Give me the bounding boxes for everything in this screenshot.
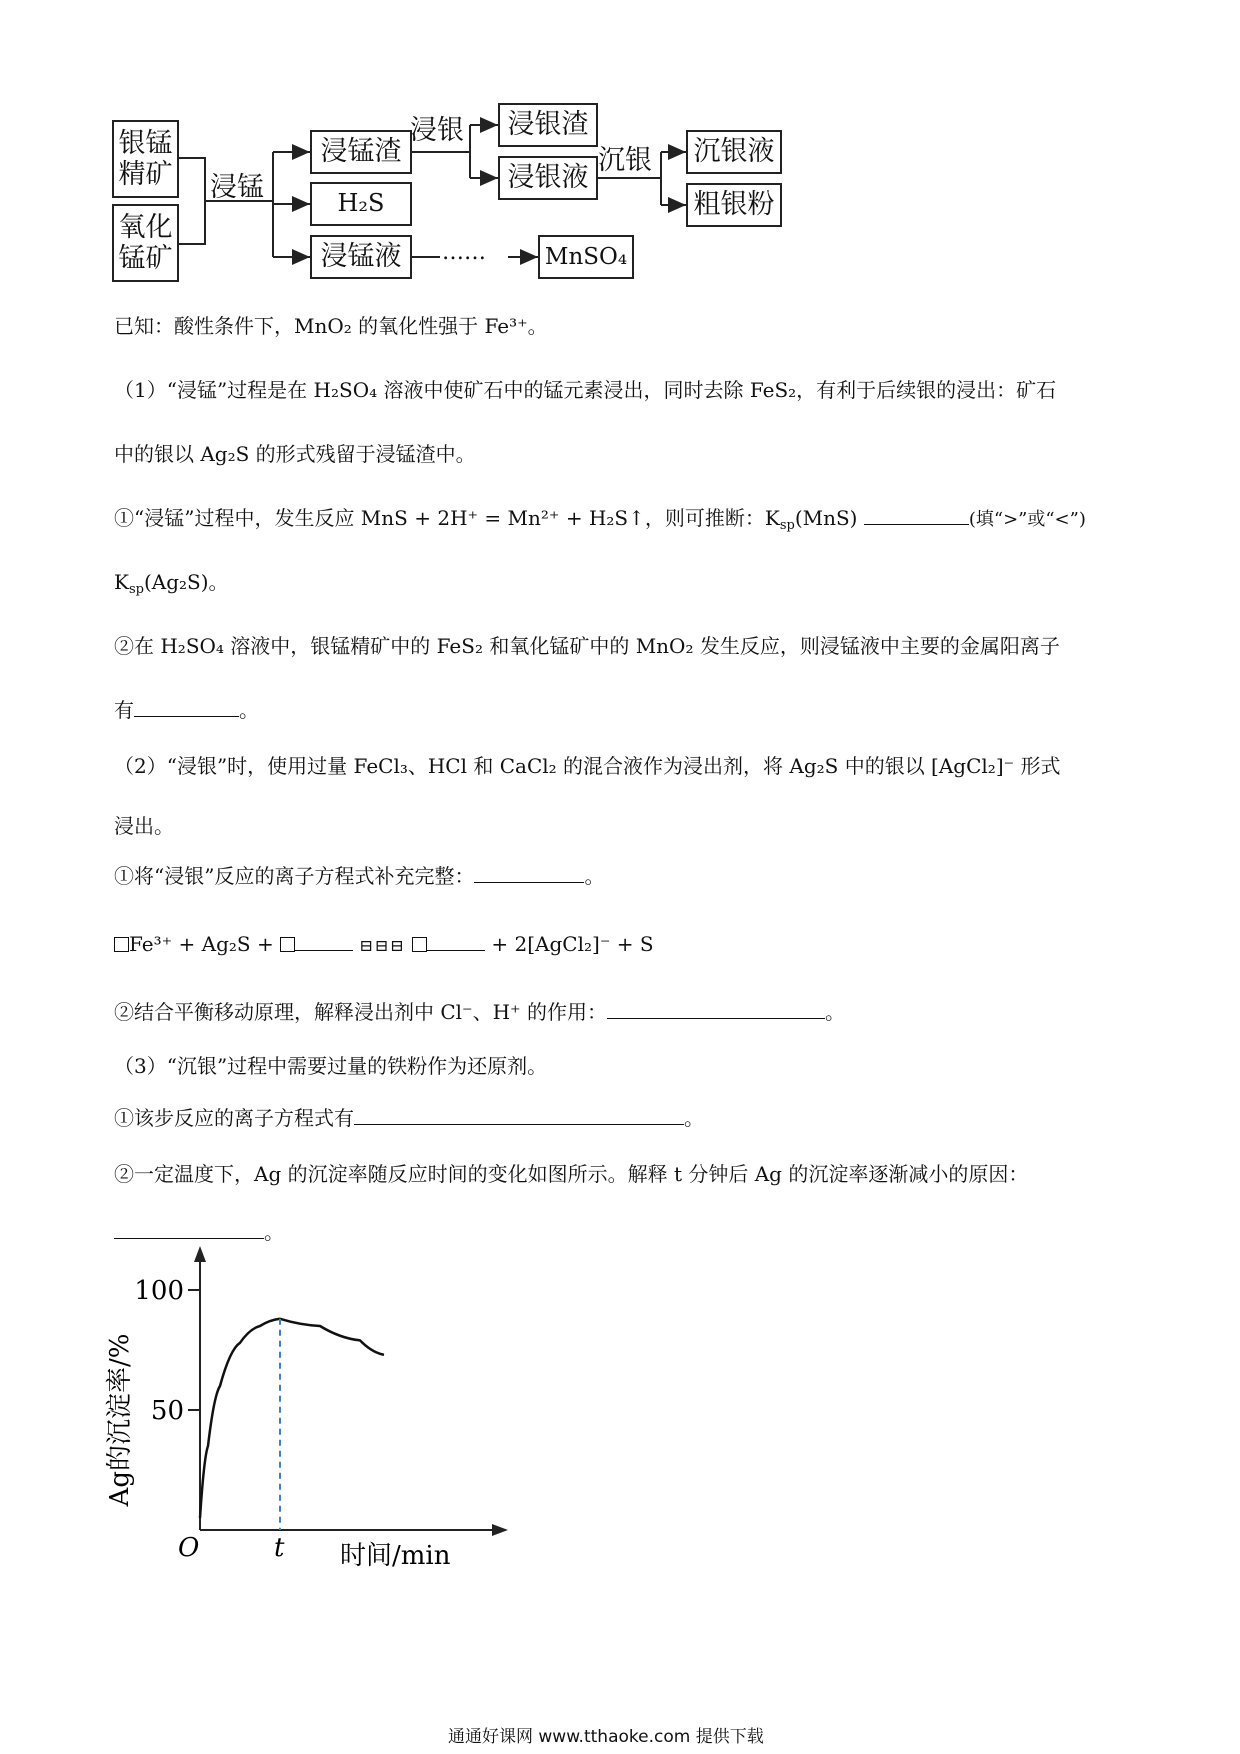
h2s-box: H₂S — [310, 182, 412, 226]
y-tick-label: 100 — [134, 1276, 184, 1306]
q1-2-you: 有 — [114, 698, 134, 722]
q1-1-cont — [114, 566, 229, 597]
q2-1-blank[interactable] — [474, 862, 584, 883]
q1-1-blank[interactable] — [864, 504, 969, 525]
eq-arrow-garbled: ⊟⊟⊟ — [359, 936, 406, 955]
eq-part-a: Fe³⁺ + Ag₂S + — [129, 932, 274, 956]
ksp-sub-2: sp — [128, 582, 144, 597]
x-axis-label: 时间/min — [340, 1541, 451, 1570]
q3-2-blank[interactable] — [114, 1218, 264, 1239]
coef-box-2[interactable] — [280, 937, 295, 952]
y-axis-arrow — [194, 1246, 206, 1262]
known-condition: 已知：酸性条件下，MnO₂ 的氧化性强于 Fe³⁺。 — [114, 314, 548, 338]
q1-1-ag2s: (Ag₂S)。 — [143, 570, 229, 594]
q2-line2: 浸出。 — [114, 814, 174, 838]
q1-1-text: ①“浸锰”过程中，发生反应 MnS + 2H⁺ = Mn²⁺ + H₂S↑，则可推断：K — [114, 506, 780, 530]
q2-1 — [114, 860, 604, 889]
step-leach-mn-label: 浸锰 — [210, 172, 264, 203]
ore2-box: 氧化 锰矿 — [112, 204, 179, 282]
q3-1-text: ①该步反应的离子方程式有 — [114, 1106, 354, 1130]
precip-liquid-box: 沉银液 — [686, 130, 782, 174]
q1-2-end: 。 — [239, 698, 259, 722]
ag-leachate-box: 浸银液 — [498, 156, 598, 200]
eq-part-b: + 2[AgCl₂]⁻ + S — [491, 932, 654, 956]
coef-box-1[interactable] — [114, 937, 129, 952]
q1-line1: （1）“浸锰”过程是在 H₂SO₄ 溶液中使矿石中的锰元素浸出，同时去除 FeS₂，有利于后续银的浸出：矿石 — [114, 378, 1057, 402]
q2-2-end: 。 — [824, 1000, 845, 1024]
y-axis-label: Ag的沉淀率/% — [105, 1333, 135, 1507]
q1-1-hint: (填“>”或“<”) — [968, 509, 1086, 530]
y-tick-label: 50 — [150, 1396, 184, 1426]
q3-1-blank[interactable] — [354, 1104, 684, 1125]
q2-line1: （2）“浸银”时，使用过量 FeCl₃、HCl 和 CaCl₂ 的混合液作为浸出剂，将 Ag₂S 中的银以 [AgCl₂]⁻ 形式 — [114, 754, 1061, 778]
q2-2 — [114, 996, 845, 1025]
coef-box-3[interactable] — [412, 937, 427, 952]
q3-title: （3）“沉银”过程中需要过量的铁粉作为还原剂。 — [114, 1054, 548, 1078]
mnso4-box: MnSO₄ — [538, 235, 634, 279]
ag-residue-box: 浸银渣 — [498, 103, 598, 147]
q1-line2: 中的银以 Ag₂S 的形式残留于浸锰渣中。 — [114, 442, 476, 466]
x-axis-arrow — [492, 1524, 508, 1536]
q1-1-k: K — [114, 570, 129, 594]
q2-1-end: 。 — [584, 864, 605, 888]
q1-2: ②在 H₂SO₄ 溶液中，银锰精矿中的 FeS₂ 和氧化锰矿中的 MnO₂ 发生反应，则浸锰液中主要的金属阳离子 — [114, 634, 1060, 658]
q3-1-end: 。 — [684, 1106, 704, 1130]
q3-1 — [114, 1102, 704, 1131]
step-precip-label: 沉银 — [598, 145, 652, 176]
eq-blank-1[interactable] — [295, 930, 353, 951]
t-label: t — [274, 1533, 285, 1563]
dots-label: …… — [442, 240, 486, 265]
mn-leachate-box: 浸锰液 — [310, 235, 412, 279]
q2-1-text: ①将“浸银”反应的离子方程式补充完整： — [114, 864, 475, 888]
q1-1 — [114, 502, 1086, 533]
crude-ag-box: 粗银粉 — [686, 183, 782, 227]
q1-1-mns: (MnS) — [794, 506, 858, 530]
series-curve — [200, 1319, 384, 1518]
eq-blank-2[interactable] — [427, 930, 485, 951]
q1-2-cont — [114, 694, 259, 723]
precipitation-chart — [100, 1240, 520, 1570]
q1-2-blank[interactable] — [134, 696, 239, 717]
q3-2: ②一定温度下，Ag 的沉淀率随反应时间的变化如图所示。解释 t 分钟后 Ag 的沉淀率逐渐减小的原因： — [114, 1162, 1029, 1186]
ksp-sub: sp — [779, 518, 795, 533]
ore1-box: 银锰 精矿 — [112, 120, 179, 198]
q2-equation — [114, 930, 654, 956]
footer-credit: 通通好课网 www.tthaoke.com 提供下载 — [448, 1727, 764, 1747]
step-leach-ag-label: 浸银 — [410, 115, 464, 146]
q3-2-end: 。 — [264, 1220, 284, 1244]
q2-2-blank[interactable] — [607, 998, 825, 1019]
origin-label: O — [178, 1533, 200, 1563]
q2-2-text: ②结合平衡移动原理，解释浸出剂中 Cl⁻、H⁺ 的作用： — [114, 1000, 607, 1024]
mn-residue-box: 浸锰渣 — [310, 130, 412, 174]
